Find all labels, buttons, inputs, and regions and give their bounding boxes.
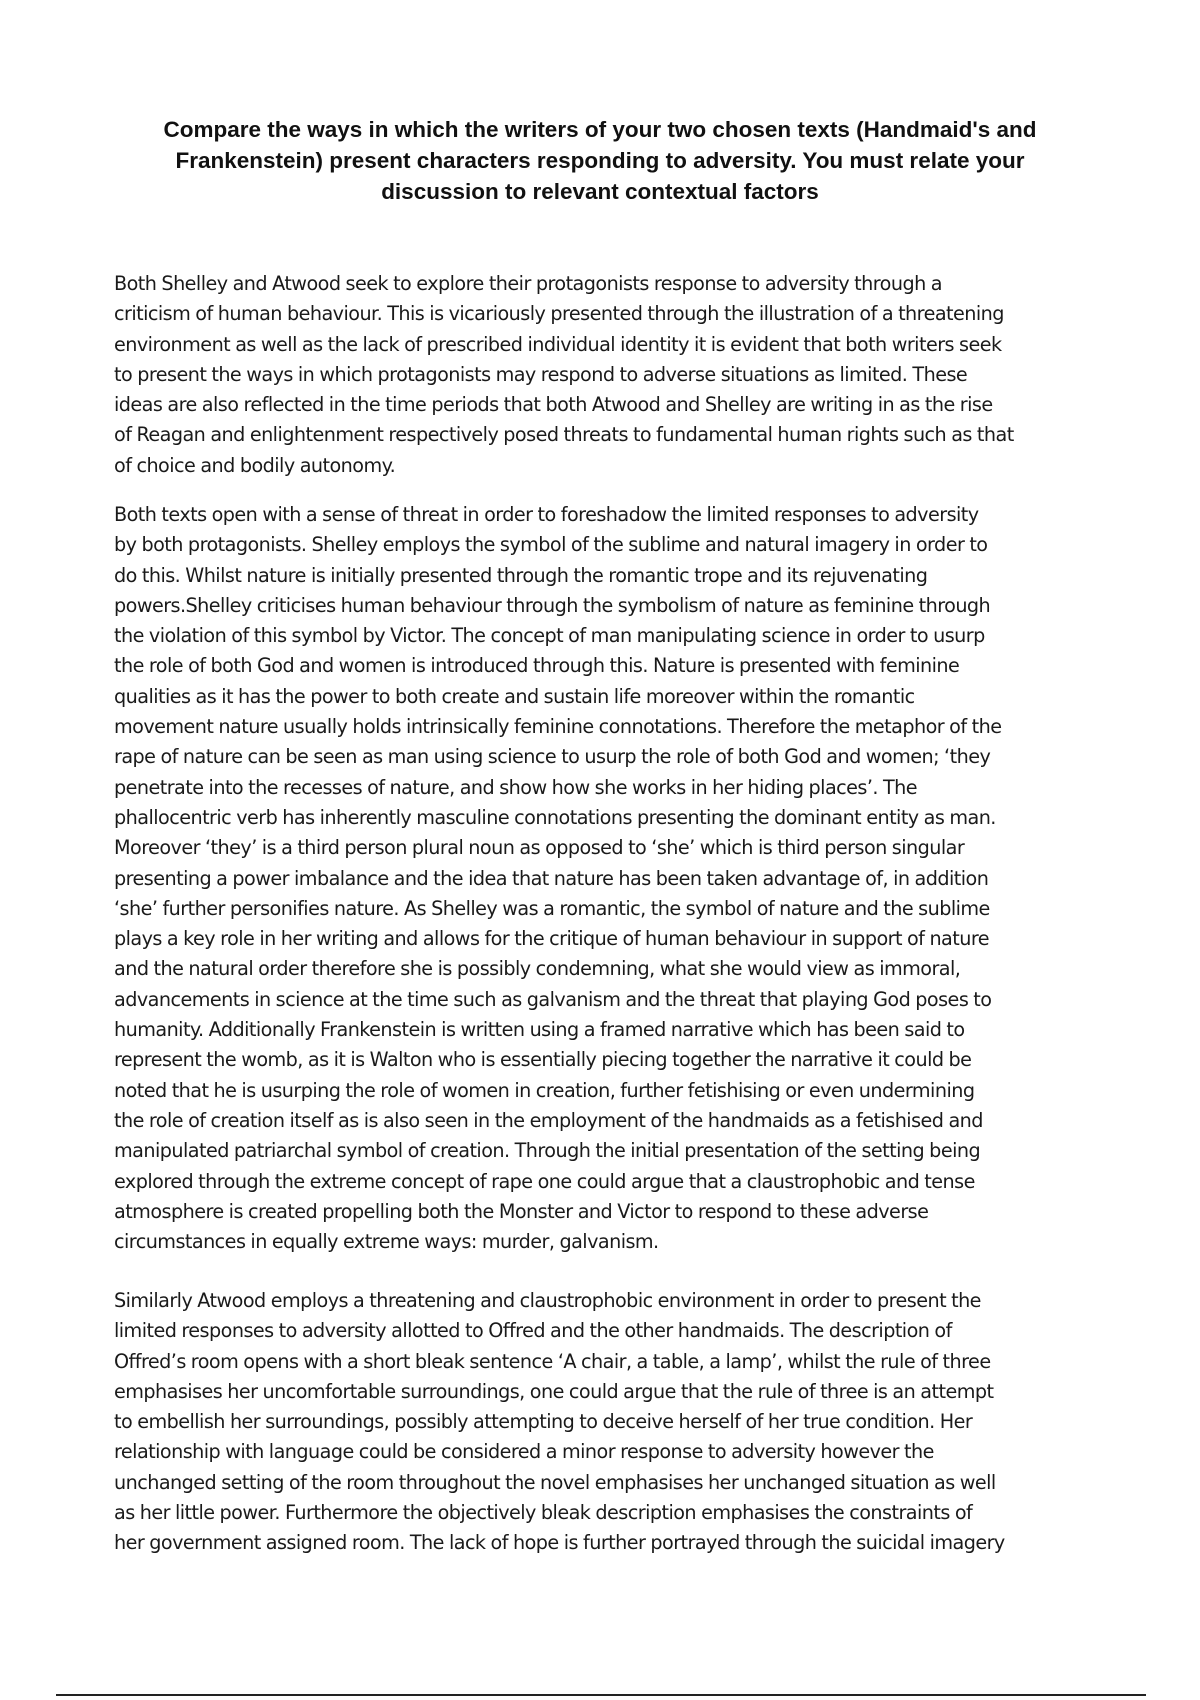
text-line: to present the ways in which protagonists may respond to adverse situations as limited. These (114, 362, 968, 386)
text-line: manipulated patriarchal symbol of creation. Through the initial presentation of the setting being (114, 1139, 981, 1163)
text-line: phallocentric verb has inherently masculine connotations presenting the dominant entity as man. (114, 805, 996, 829)
text-line: the role of creation itself as is also seen in the employment of the handmaids as a fetishised and (114, 1108, 983, 1132)
text-line: rape of nature can be seen as man using science to usurp the role of both God and women; ‘they (114, 745, 991, 769)
text-line: of Reagan and enlightenment respectively posed threats to fundamental human rights such as that (114, 423, 1014, 447)
text-line: Both texts open with a sense of threat in order to foreshadow the limited responses to adversity (114, 503, 979, 526)
text-line: her government assigned room. The lack of hope is further portrayed through the suicidal imagery (114, 1531, 1005, 1555)
text-line: limited responses to adversity allotted to Offred and the other handmaids. The description of (114, 1319, 952, 1343)
text-line: presenting a power imbalance and the idea that nature has been taken advantage of, in addition (114, 866, 989, 890)
text-line: criticism of human behaviour. This is vicariously presented through the illustration of a threatening (114, 302, 1004, 326)
text-line: qualities as it has the power to both create and sustain life moreover within the romantic (114, 684, 915, 708)
text-line: circumstances in equally extreme ways: murder, galvanism. (114, 1230, 659, 1254)
text-line: ‘she’ further personifies nature. As Shelley was a romantic, the symbol of nature and the sublime (114, 896, 990, 920)
text-line: Similarly Atwood employs a threatening and claustrophobic environment in order to present the (114, 1289, 981, 1312)
essay-question-title (110, 114, 1090, 207)
title-line: Compare the ways in which the writers of your two chosen texts (Handmaid's and (163, 117, 1037, 142)
text-line: penetrate into the recesses of nature, and show how she works in her hiding places’. The (114, 775, 918, 799)
text-line: movement nature usually holds intrinsically feminine connotations. Therefore the metaphor of the (114, 715, 1002, 739)
text-line: of choice and bodily autonomy. (114, 453, 396, 477)
text-line: Offred’s room opens with a short bleak sentence ‘A chair, a table, a lamp’, whilst the rule of three (114, 1349, 991, 1373)
text-line: ideas are also reflected in the time periods that both Atwood and Shelley are writing in as the rise (114, 393, 993, 417)
title-line: discussion to relevant contextual factors (381, 179, 819, 204)
text-line: unchanged setting of the room throughout the novel emphasises her unchanged situation as well (114, 1470, 996, 1494)
text-line: to embellish her surroundings, possibly attempting to deceive herself of her true condition. Her (114, 1410, 973, 1434)
text-line: and the natural order therefore she is possibly condemning, what she would view as immoral, (114, 957, 961, 981)
text-line: emphasises her uncomfortable surroundings, one could argue that the rule of three is an attempt (114, 1379, 994, 1403)
paragraph-atwood-analysis (114, 1286, 1114, 1559)
text-line: atmosphere is created propelling both the Monster and Victor to respond to these adverse (114, 1199, 929, 1223)
text-line: relationship with language could be considered a minor response to adversity however the (114, 1440, 934, 1464)
footer-divider (56, 1694, 1146, 1696)
text-line: represent the womb, as it is Walton who is essentially piecing together the narrative it could be (114, 1048, 972, 1072)
text-line: humanity. Additionally Frankenstein is written using a framed narrative which has been said to (114, 1018, 965, 1042)
text-line: the violation of this symbol by Victor. The concept of man manipulating science in order to usurp (114, 624, 985, 648)
text-line: the role of both God and women is introduced through this. Nature is presented with feminine (114, 654, 960, 678)
text-line: Both Shelley and Atwood seek to explore their protagonists response to adversity through a (114, 272, 942, 295)
text-line: advancements in science at the time such as galvanism and the threat that playing God poses to (114, 987, 992, 1011)
title-line: Frankenstein) present characters responding to adversity. You must relate your (175, 148, 1025, 173)
text-line: explored through the extreme concept of rape one could argue that a claustrophobic and tense (114, 1169, 975, 1193)
text-line: powers.Shelley criticises human behaviour through the symbolism of nature as feminine through (114, 593, 991, 617)
paragraph-introduction (114, 269, 1114, 481)
paragraph-shelley-analysis (114, 500, 1114, 1257)
text-line: Moreover ‘they’ is a third person plural noun as opposed to ‘she’ which is third person singular (114, 836, 965, 860)
text-line: do this. Whilst nature is initially presented through the romantic trope and its rejuvenating (114, 563, 928, 587)
text-line: by both protagonists. Shelley employs the symbol of the sublime and natural imagery in order to (114, 533, 988, 557)
text-line: plays a key role in her writing and allows for the critique of human behaviour in support of nature (114, 927, 990, 951)
text-line: environment as well as the lack of prescribed individual identity it is evident that both writers seek (114, 332, 1002, 356)
text-line: as her little power. Furthermore the objectively bleak description emphasises the constraints of (114, 1501, 973, 1525)
text-line: noted that he is usurping the role of women in creation, further fetishising or even undermining (114, 1078, 975, 1102)
